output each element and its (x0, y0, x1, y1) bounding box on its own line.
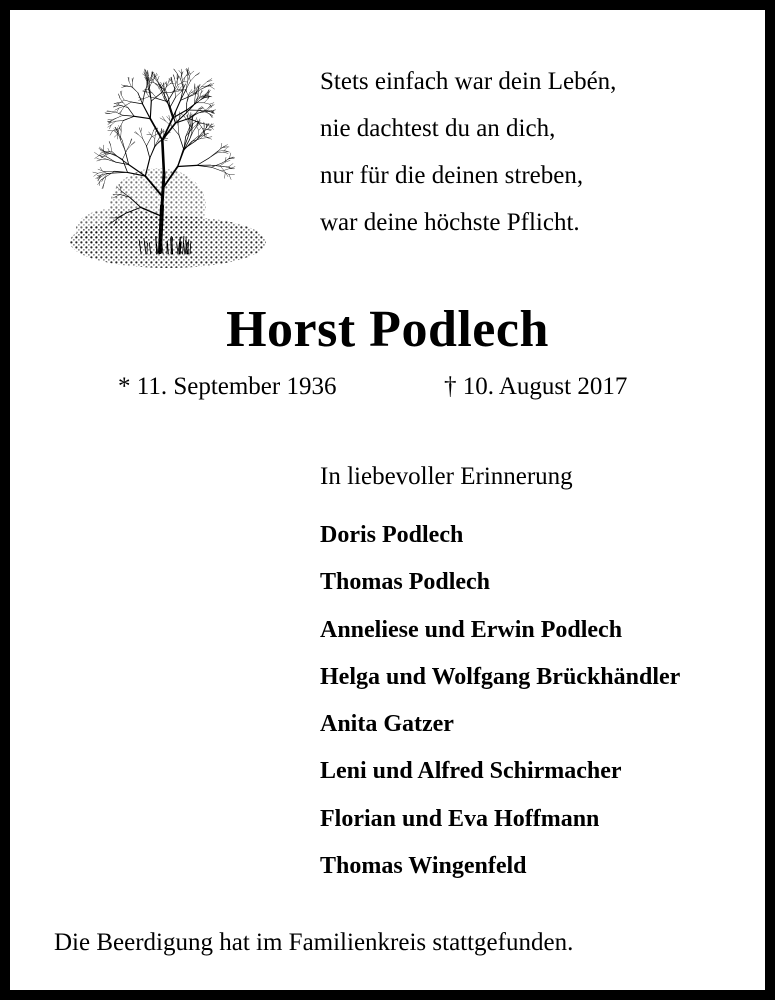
poem (320, 58, 616, 246)
poem-line: nur für die deinen streben, (320, 162, 584, 189)
death-date: † 10. August 2017 (444, 373, 628, 400)
list-item: Leni und Alfred Schirmacher (320, 758, 622, 785)
bare-tree-icon (60, 56, 270, 288)
list-item: Doris Podlech (320, 522, 464, 548)
poem-line: nie dachtest du an dich, (320, 115, 556, 142)
list-item: Florian und Eva Hoffmann (320, 805, 600, 832)
poem-line: war deine höchste Pflicht. (320, 209, 580, 236)
list-item: Helga und Wolfgang Brückhändler (320, 663, 681, 690)
poem-line: Stets einfach war dein Lebén, (320, 68, 617, 95)
deceased-name: Horst Podlech (226, 301, 549, 358)
list-item: Thomas Wingenfeld (320, 853, 527, 880)
list-item: Thomas Podlech (320, 569, 491, 596)
funeral-note: Die Beerdigung hat im Familienkreis stattgefunden. (54, 929, 574, 956)
list-item: Anita Gatzer (320, 711, 454, 738)
remembrance-line: In liebevoller Erinnerung (320, 463, 573, 490)
mourners-list (320, 512, 680, 890)
list-item: Anneliese und Erwin Podlech (320, 616, 623, 643)
birth-date: * 11. September 1936 (118, 373, 337, 400)
